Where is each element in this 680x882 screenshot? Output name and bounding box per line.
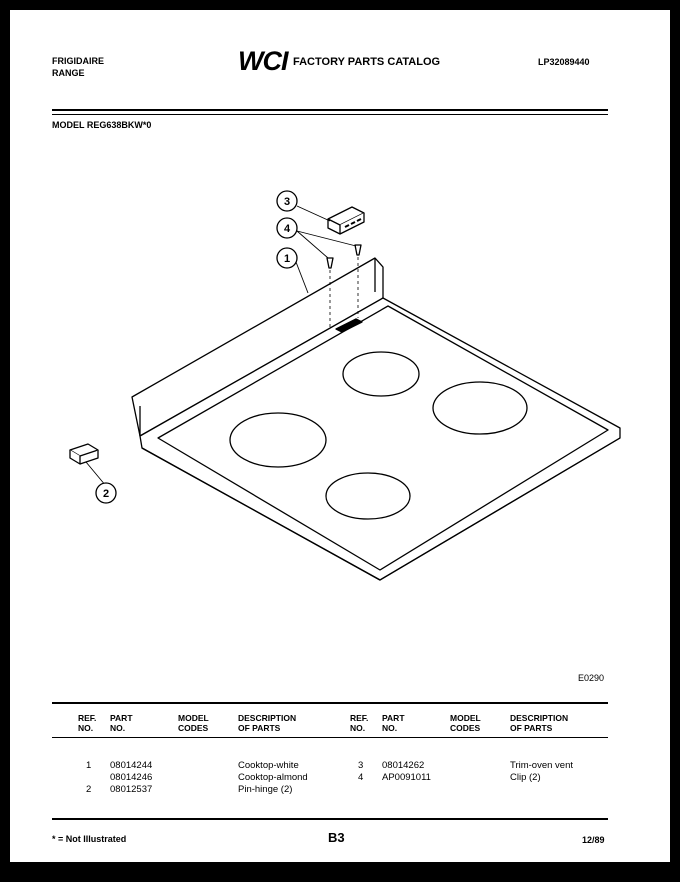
table-row-desc: Trim-oven vent <box>510 760 573 771</box>
header-part-left: PART NO. <box>110 713 133 733</box>
table-rule-header <box>52 737 608 738</box>
header-desc-left: DESCRIPTION OF PARTS <box>238 713 297 733</box>
table-row-desc: Cooktop-almond <box>238 772 308 783</box>
parts-catalog-page <box>10 10 670 862</box>
callout-label-3: 3 <box>283 196 291 208</box>
header-model-right: MODEL CODES <box>450 713 481 733</box>
product-type: RANGE <box>52 68 85 78</box>
table-row-part: 08012537 <box>110 784 153 795</box>
brand-name: FRIGIDAIRE <box>52 56 105 66</box>
table-row-ref: 4 <box>358 772 364 783</box>
header-model-left: MODEL CODES <box>178 713 209 733</box>
table-rule-bottom <box>52 818 608 820</box>
header-part-right: PART NO. <box>382 713 405 733</box>
catalog-number: LP32089440 <box>538 57 590 67</box>
callout-label-4: 4 <box>283 223 291 235</box>
table-row-part: 08014262 <box>382 760 425 771</box>
table-rule-top <box>52 702 608 704</box>
callout-label-1: 1 <box>283 253 291 265</box>
cooktop-exploded-diagram <box>10 10 670 862</box>
table-row-part: AP0091011 <box>382 772 431 783</box>
clip-left <box>327 258 333 268</box>
table-row-desc: Cooktop-white <box>238 760 299 771</box>
cooktop-panel <box>140 298 620 580</box>
wci-logo: WCI <box>238 46 288 76</box>
table-row-ref: 1 <box>86 760 92 771</box>
not-illustrated-note: * = Not Illustrated <box>52 834 127 844</box>
table-row-part: 08014246 <box>110 772 153 783</box>
clip-right <box>355 245 361 255</box>
header-ref-left: REF. NO. <box>78 713 97 733</box>
table-row-part: 08014244 <box>110 760 153 771</box>
figure-code: E0290 <box>578 673 605 683</box>
table-row-desc: Pin-hinge (2) <box>238 784 293 795</box>
table-row-ref: 3 <box>358 760 364 771</box>
table-row-ref: 2 <box>86 784 92 795</box>
revision-date: 12/89 <box>582 835 605 845</box>
model-number: MODEL REG638BKW*0 <box>52 120 152 130</box>
header-desc-right: DESCRIPTION OF PARTS <box>510 713 569 733</box>
header-ref-right: REF. NO. <box>350 713 369 733</box>
callout-label-2: 2 <box>102 488 110 500</box>
table-row-desc: Clip (2) <box>510 772 541 783</box>
page-code: B3 <box>328 830 345 845</box>
catalog-title: FACTORY PARTS CATALOG <box>293 56 441 68</box>
